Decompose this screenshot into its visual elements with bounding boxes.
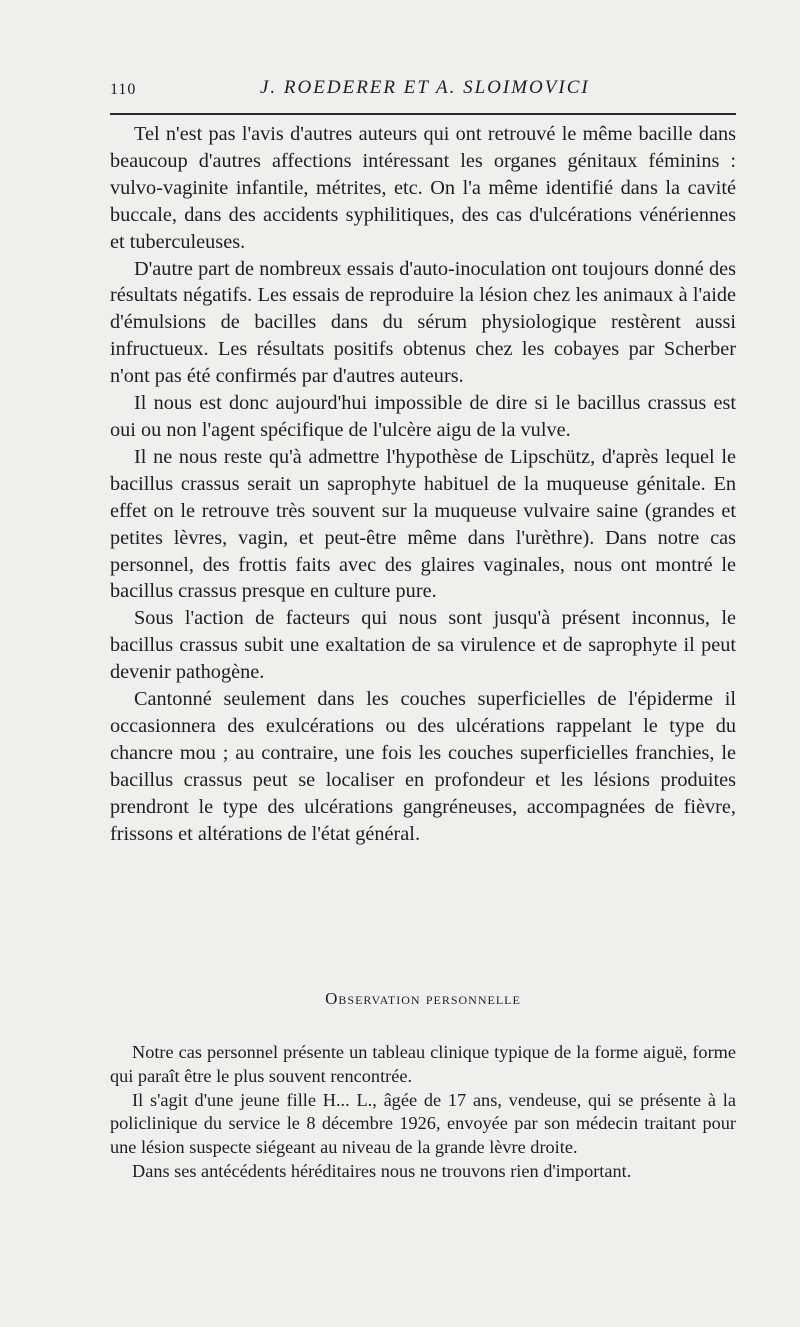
section-title: Observation personnelle xyxy=(325,989,521,1008)
paragraph: Il ne nous reste qu'à admettre l'hypothèse de Lipschütz, d'après lequel le bacillus crassus serait un saprophyte habituel de la muqueuse génitale. En effet on le retrouve très souvent sur la muqueuse vulvaire saine (grandes et petites lèvres, vagin, et peut-être même dans l'urèthre). Dans notre cas personnel, des frottis faits avec des glaires vaginales, nous ont montré le bacillus crassus presque en culture pure. xyxy=(110,445,736,603)
running-head: J. ROEDERER ET A. SLOIMOVICI xyxy=(260,77,590,98)
paragraph: D'autre part de nombreux essais d'auto-inoculation ont toujours donné des résultats négatifs. Les essais de reproduire la lésion chez les animaux à l'aide d'émulsions de bacilles dans du sérum physiologique restèrent aussi infructueux. Les résultats positifs obtenus chez les cobayes par Scherber n'ont pas été confirmés par d'autres auteurs. xyxy=(110,257,736,388)
paragraph: Il s'agit d'une jeune fille H... L., âgée de 17 ans, vendeuse, qui se présente à la policlinique du service le 8 décembre 1926, envoyée par son médecin traitant pour une lésion suspecte siégeant au niveau de la grande lèvre droite. xyxy=(110,1089,736,1158)
paragraph: Dans ses antécédents héréditaires nous ne trouvons rien d'important. xyxy=(132,1160,632,1181)
page-number: 110 xyxy=(110,81,137,98)
paragraph: Tel n'est pas l'avis d'autres auteurs qui ont retrouvé le même bacille dans beaucoup d'autres affections intéressant les organes génitaux féminins : vulvo-vaginite infantile, métrites, etc. On l'a même identifié dans la cavité buccale, dans des accidents syphilitiques, des cas d'ulcérations vénériennes et tuberculeuses. xyxy=(110,123,736,253)
observation-text xyxy=(110,1041,736,1184)
header-rule xyxy=(110,113,736,115)
paragraph: Notre cas personnel présente un tableau clinique typique de la forme aiguë, forme qui paraît être le plus souvent rencontrée. xyxy=(110,1042,736,1086)
page-header xyxy=(110,77,736,107)
main-text xyxy=(110,121,736,847)
paragraph: Sous l'action de facteurs qui nous sont jusqu'à présent inconnus, le bacillus crassus subit une exaltation de sa virulence et de saprophyte il peut devenir pathogène. xyxy=(110,607,736,684)
paragraph: Il nous est donc aujourd'hui impossible de dire si le bacillus crassus est oui ou non l'agent spécifique de l'ulcère aigu de la vulve. xyxy=(110,392,736,441)
paragraph: Cantonné seulement dans les couches superficielles de l'épiderme il occasionnera des exulcérations ou des ulcérations rappelant le type du chancre mou ; au contraire, une fois les couches superficielles franchies, le bacillus crassus peut se localiser en profondeur et les lésions produites prendront le type des ulcérations gangréneuses, accompagnées de fièvre, frissons et altérations de l'état général. xyxy=(110,688,736,845)
